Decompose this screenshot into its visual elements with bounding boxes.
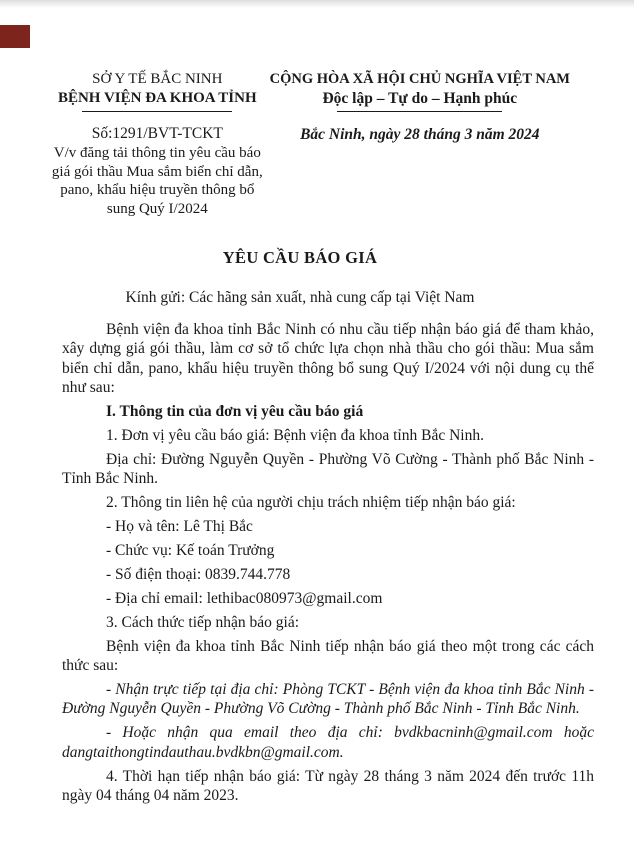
- document-number: Số:1291/BVT-TCKT: [91, 125, 223, 142]
- national-motto: Độc lập – Tự do – Hạnh phúc: [322, 90, 518, 107]
- section-1-heading: I. Thông tin của đơn vị yêu cầu báo giá: [106, 403, 364, 421]
- document-body: [62, 320, 594, 805]
- contact-phone: - Số điện thoại: 0839.744.778: [106, 565, 291, 583]
- method-direct-delivery: - Nhận trực tiếp tại địa chỉ: Phòng TCKT - Bệnh viện đa khoa tỉnh Bắc Ninh - Đường Nguyễn Quyền - Phường Võ Cường - Thành phố Bắc Ninh - Tỉnh Bắc Ninh.: [62, 681, 594, 718]
- motto-underline: [337, 111, 502, 112]
- issuing-org-block: [0, 70, 270, 218]
- national-header-block: [270, 70, 634, 218]
- hospital-name: BỆNH VIỆN ĐA KHOA TỈNH: [57, 90, 257, 106]
- item-4-deadline: 4. Thời hạn tiếp nhận báo giá: Từ ngày 28 tháng 3 năm 2024 đến trước 11h ngày 04 tháng 04 năm 2023.: [62, 767, 594, 805]
- corner-mark: [0, 25, 30, 48]
- item-1-requesting-unit: 1. Đơn vị yêu cầu báo giá: Bệnh viện đa khoa tỉnh Bắc Ninh.: [106, 427, 484, 445]
- document-header: [0, 70, 634, 218]
- top-edge-shadow: [0, 0, 634, 8]
- item-2-contact-info: 2. Thông tin liên hệ của người chịu trách nhiệm tiếp nhận báo giá:: [106, 494, 516, 512]
- national-title: CỘNG HÒA XÃ HỘI CHỦ NGHĨA VIỆT NAM: [269, 71, 570, 87]
- org-name-underline: [82, 111, 232, 112]
- parent-org-name: SỞ Y TẾ BẮC NINH: [92, 71, 223, 87]
- unit-address: Địa chỉ: Đường Nguyễn Quyền - Phường Võ Cường - Thành phố Bắc Ninh - Tỉnh Bắc Ninh.: [62, 450, 594, 488]
- document-title: YÊU CẦU BÁO GIÁ: [222, 248, 378, 267]
- intro-paragraph: Bệnh viện đa khoa tỉnh Bắc Ninh có nhu cầu tiếp nhận báo giá để tham khảo, xây dựng giá gói thầu, làm cơ sở tổ chức lựa chọn nhà thầu cho gói thầu: Mua sắm biển chỉ dẫn, pano, khẩu hiệu truyền thông bổ sung Quý I/2024 với nội dung cụ thể như sau:: [62, 321, 594, 397]
- contact-title: - Chức vụ: Kế toán Trưởng: [106, 542, 275, 560]
- contact-email: - Địa chỉ email: lethibac080973@gmail.com: [106, 589, 383, 607]
- item-3-reception-method: 3. Cách thức tiếp nhận báo giá:: [106, 613, 300, 631]
- salutation-line: Kính gửi: Các hãng sản xuất, nhà cung cấp tại Việt Nam: [125, 289, 475, 306]
- contact-name: - Họ và tên: Lê Thị Bắc: [106, 518, 253, 536]
- method-intro: Bệnh viện đa khoa tỉnh Bắc Ninh tiếp nhận báo giá theo một trong các cách thức sau:: [62, 637, 594, 675]
- document-subject: V/v đăng tải thông tin yêu cầu báo giá gói thầu Mua sắm biển chỉ dẫn, pano, khẩu hiệu truyền thông bổ sung Quý I/2024: [51, 145, 263, 217]
- method-email-delivery: - Hoặc nhận qua email theo địa chỉ: bvdkbacninh@gmail.com hoặc dangtaithongtindauthau.bvdkbn@gmail.com.: [62, 724, 594, 761]
- place-date-line: Bắc Ninh, ngày 28 tháng 3 năm 2024: [300, 126, 540, 143]
